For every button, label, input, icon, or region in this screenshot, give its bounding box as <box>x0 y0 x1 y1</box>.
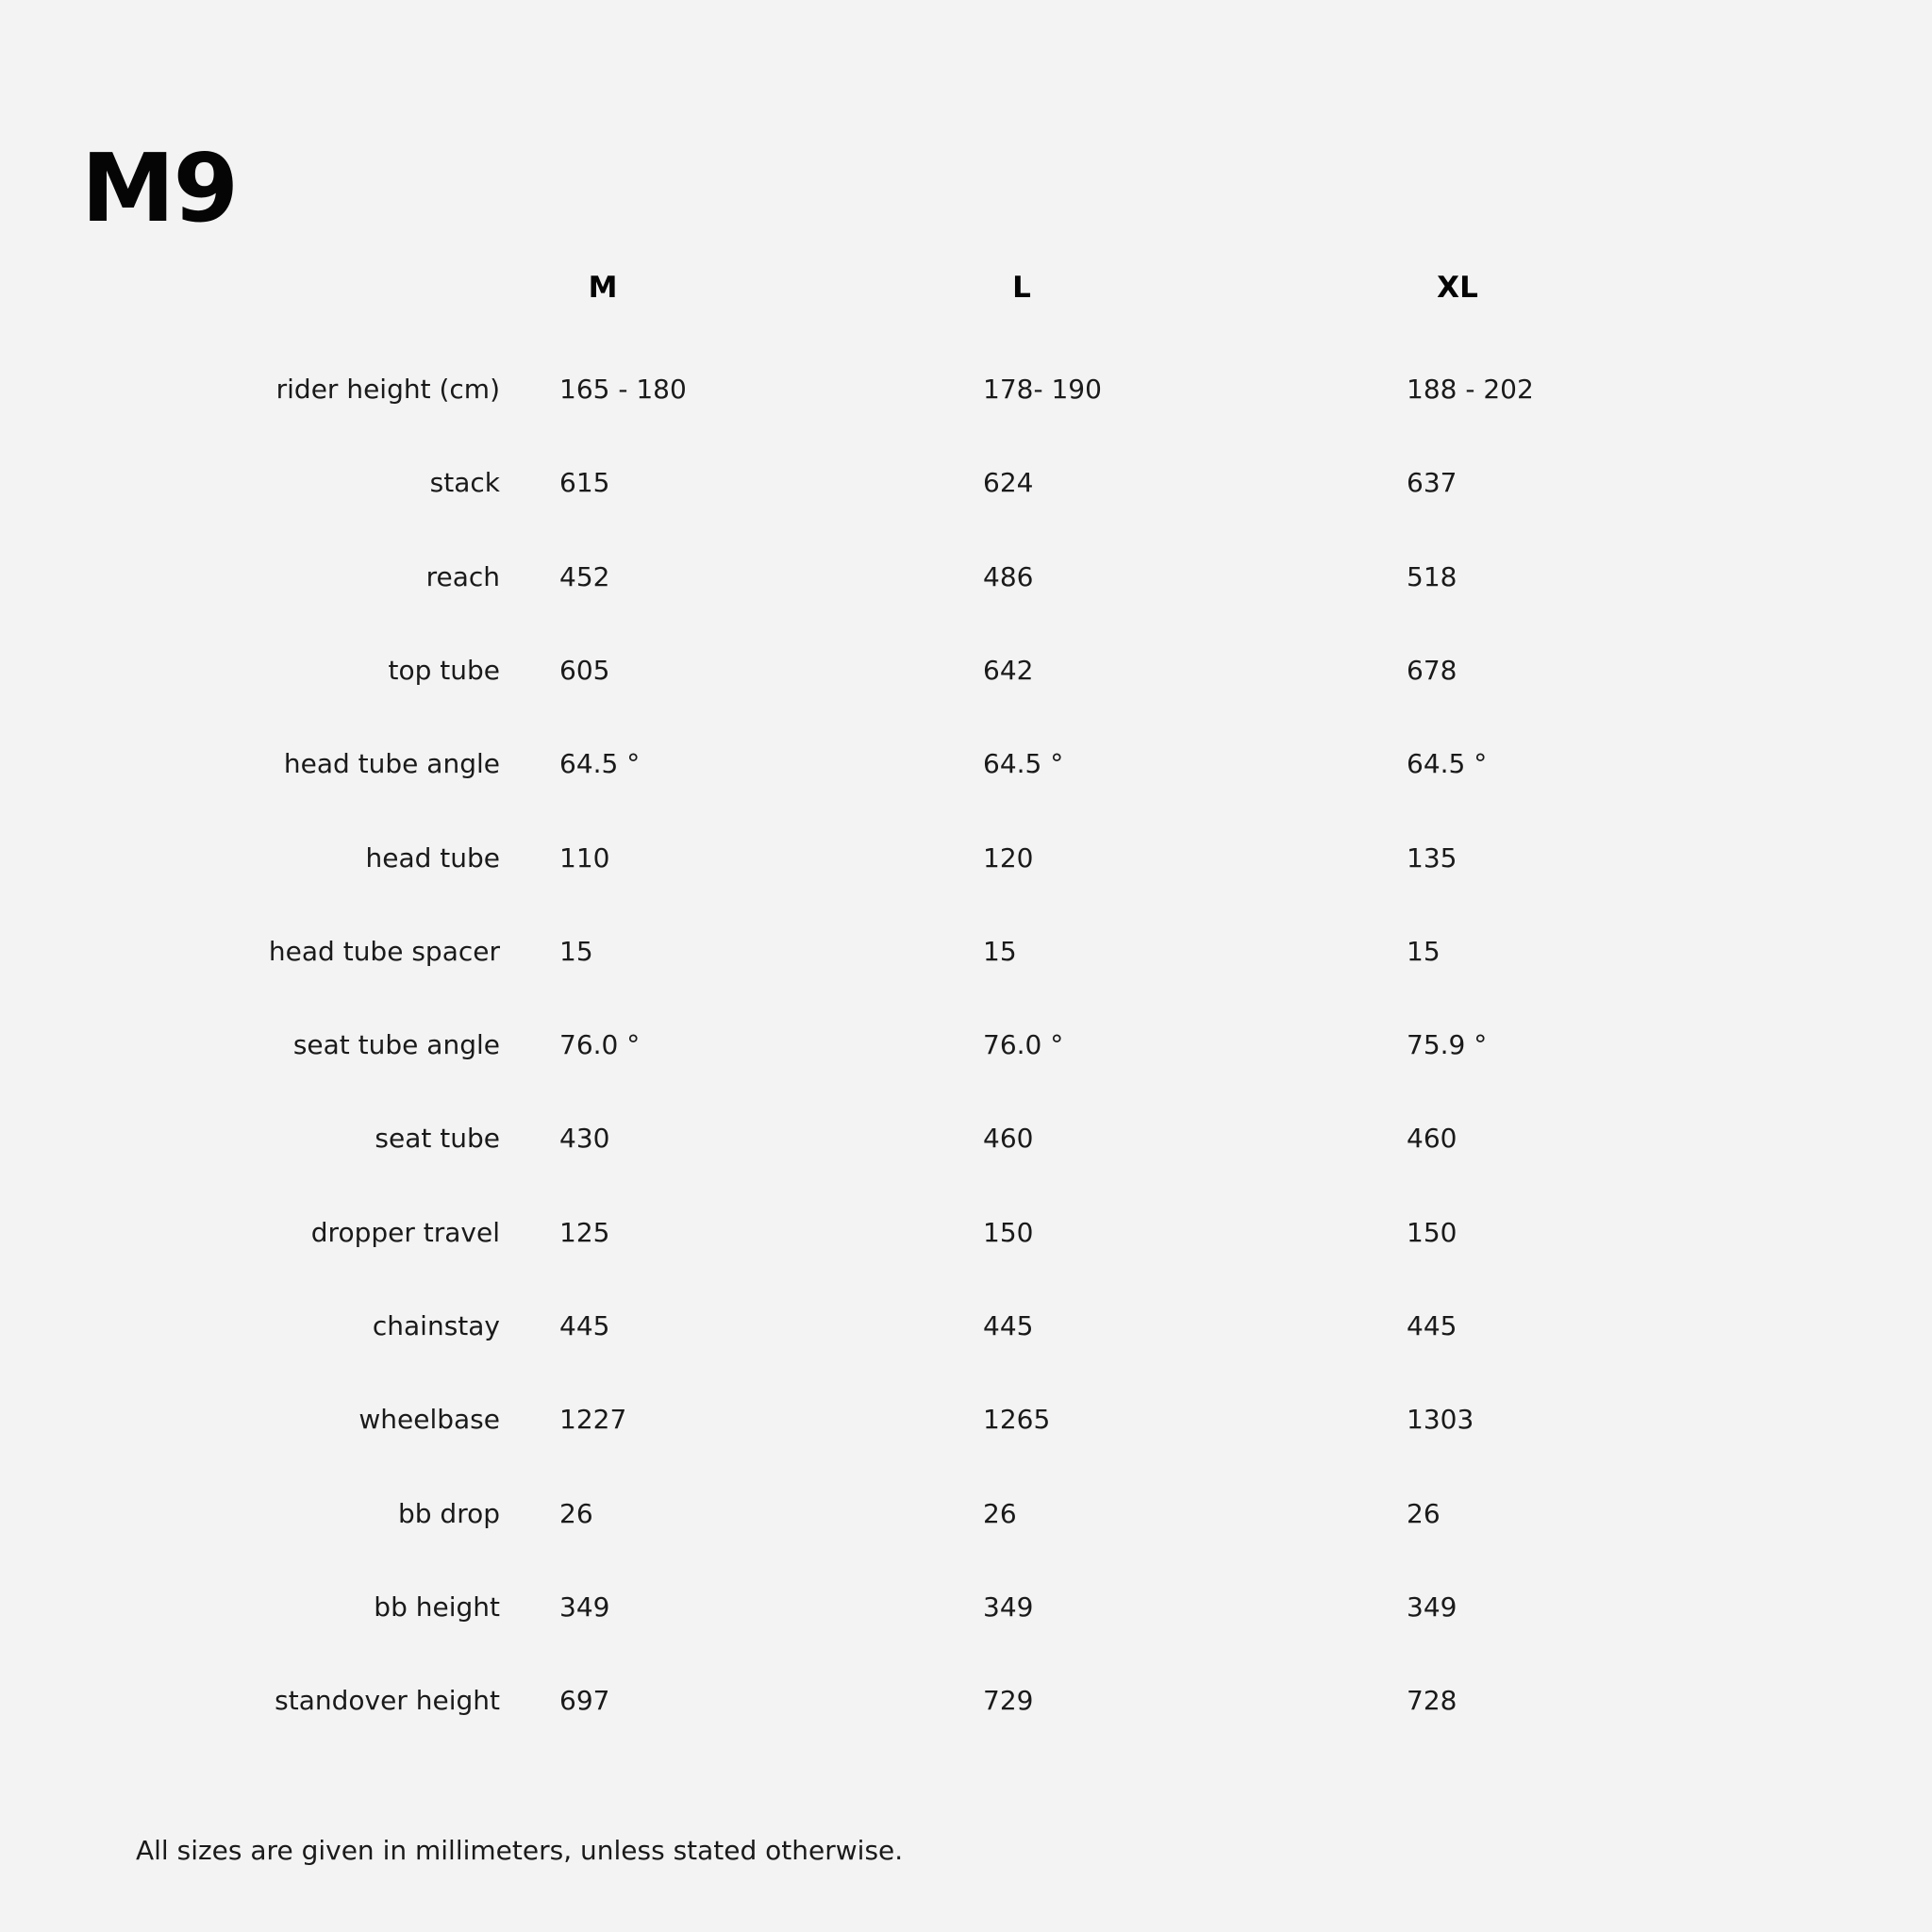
cell-l: 120 <box>983 841 1034 874</box>
row-label: wheelbase <box>358 1404 500 1436</box>
row-label: seat tube angle <box>292 1029 500 1061</box>
cell-l: 642 <box>983 654 1034 686</box>
cell-m: 26 <box>559 1497 593 1529</box>
cell-l: 178- 190 <box>983 374 1102 405</box>
table-row <box>0 1495 1932 1533</box>
table-row <box>0 558 1932 596</box>
cell-xl: 460 <box>1407 1123 1457 1155</box>
row-label: head tube angle <box>283 748 500 780</box>
cell-xl: 75.9 ° <box>1407 1029 1488 1061</box>
cell-m: 125 <box>559 1216 610 1248</box>
cell-m: 64.5 ° <box>559 748 641 780</box>
column-header-l: L <box>1012 271 1031 305</box>
cell-xl: 135 <box>1407 841 1457 874</box>
cell-xl: 188 - 202 <box>1407 374 1534 405</box>
cell-m: 1227 <box>559 1404 627 1436</box>
table-row <box>0 1682 1932 1720</box>
cell-m: 445 <box>559 1310 610 1341</box>
footnote: All sizes are given in millimeters, unless stated otherwise. <box>136 1835 904 1866</box>
row-label: chainstay <box>372 1310 500 1341</box>
cell-m: 165 - 180 <box>559 374 687 405</box>
cell-xl: 64.5 ° <box>1407 748 1488 780</box>
table-row <box>0 1120 1932 1158</box>
cell-xl: 15 <box>1407 935 1441 967</box>
cell-xl: 150 <box>1407 1216 1457 1248</box>
table-row <box>0 840 1932 877</box>
cell-l: 1265 <box>983 1404 1051 1436</box>
cell-l: 624 <box>983 467 1034 499</box>
cell-m: 697 <box>559 1685 610 1717</box>
cell-m: 349 <box>559 1591 610 1623</box>
cell-m: 76.0 ° <box>559 1029 641 1061</box>
table-row <box>0 1401 1932 1439</box>
row-label: top tube <box>388 654 500 686</box>
row-label: bb drop <box>397 1497 500 1529</box>
table-row <box>0 745 1932 783</box>
row-label: standover height <box>275 1685 500 1717</box>
row-label: head tube <box>365 841 500 874</box>
table-row <box>0 1214 1932 1252</box>
row-label: reach <box>425 560 500 592</box>
cell-l: 460 <box>983 1123 1034 1155</box>
cell-m: 15 <box>559 935 593 967</box>
table-row <box>0 464 1932 502</box>
cell-xl: 349 <box>1407 1591 1457 1623</box>
cell-l: 445 <box>983 1310 1034 1341</box>
cell-xl: 678 <box>1407 654 1457 686</box>
cell-l: 150 <box>983 1216 1034 1248</box>
cell-m: 605 <box>559 654 610 686</box>
cell-l: 64.5 ° <box>983 748 1064 780</box>
table-row <box>0 1589 1932 1626</box>
column-header-xl: XL <box>1437 271 1478 305</box>
cell-xl: 1303 <box>1407 1404 1474 1436</box>
cell-xl: 518 <box>1407 560 1457 592</box>
cell-m: 615 <box>559 467 610 499</box>
cell-m: 430 <box>559 1123 610 1155</box>
row-label: head tube spacer <box>268 935 500 967</box>
cell-xl: 637 <box>1407 467 1457 499</box>
cell-l: 15 <box>983 935 1017 967</box>
table-row <box>0 371 1932 408</box>
table-row <box>0 933 1932 971</box>
cell-l: 76.0 ° <box>983 1029 1064 1061</box>
page-title: M9 <box>81 133 238 243</box>
row-label: stack <box>429 467 500 499</box>
cell-xl: 728 <box>1407 1685 1457 1717</box>
row-label: rider height (cm) <box>275 374 500 405</box>
cell-l: 729 <box>983 1685 1034 1717</box>
row-label: bb height <box>374 1591 500 1623</box>
table-row <box>0 1307 1932 1345</box>
cell-l: 486 <box>983 560 1034 592</box>
cell-l: 26 <box>983 1497 1017 1529</box>
cell-l: 349 <box>983 1591 1034 1623</box>
table-row <box>0 1026 1932 1064</box>
row-label: dropper travel <box>310 1216 500 1248</box>
column-header-m: M <box>588 271 618 305</box>
cell-m: 110 <box>559 841 610 874</box>
row-label: seat tube <box>375 1123 500 1155</box>
cell-xl: 26 <box>1407 1497 1441 1529</box>
table-row <box>0 652 1932 690</box>
cell-xl: 445 <box>1407 1310 1457 1341</box>
cell-m: 452 <box>559 560 610 592</box>
